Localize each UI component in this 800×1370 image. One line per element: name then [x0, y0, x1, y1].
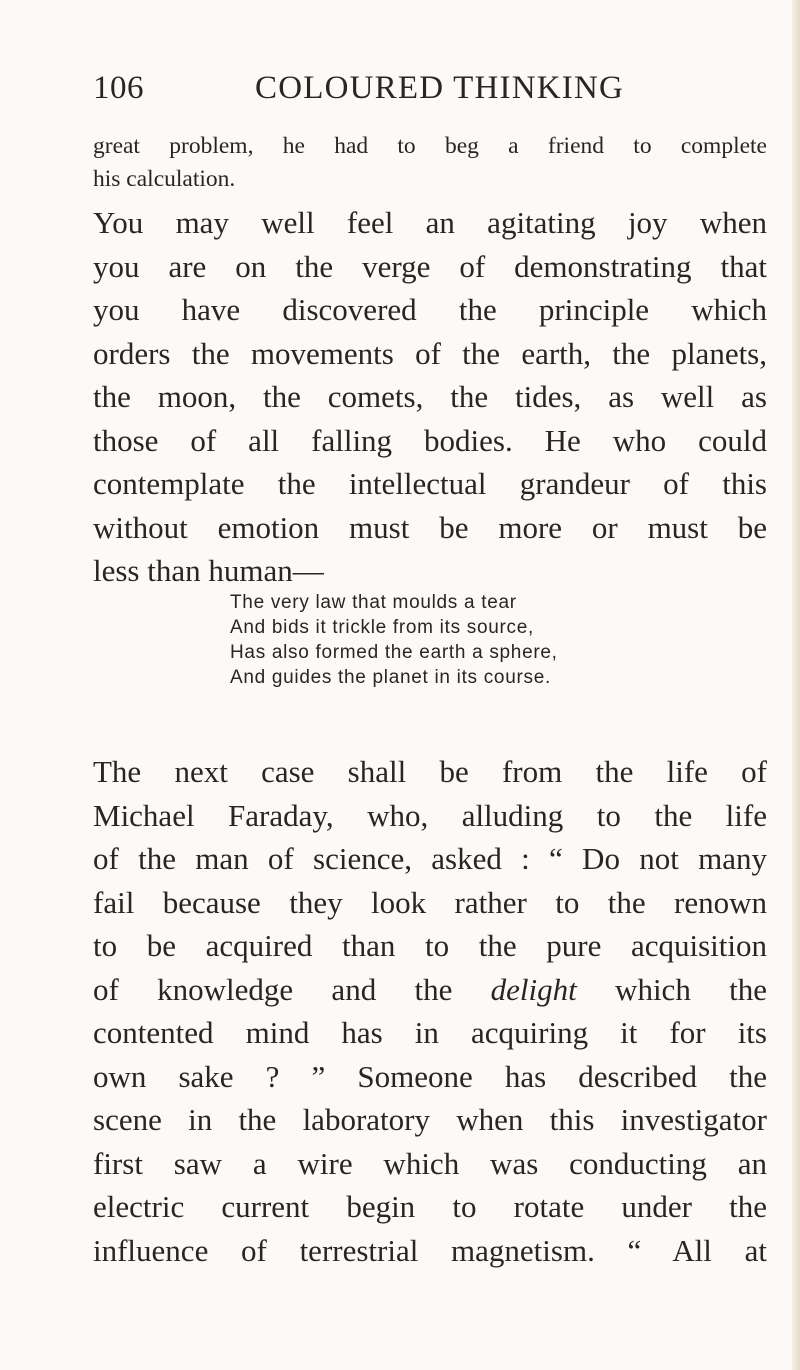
paragraph-newton	[93, 201, 767, 593]
text-line: electric current begin to rotate under the	[93, 1189, 767, 1224]
text-segment: which the	[576, 971, 767, 1007]
text-line: you are on the verge of demonstrating that	[93, 248, 767, 284]
text-line: Michael Faraday, who, alluding to the life	[93, 797, 767, 833]
text-line: own sake ? ” Someone has described the	[93, 1058, 767, 1094]
paragraph-faraday	[93, 750, 767, 1272]
text-line: less than human—	[93, 553, 324, 588]
text-line-with-emphasis	[93, 968, 767, 1012]
page-number: 106	[93, 70, 144, 106]
text-line: the moon, the comets, the tides, as well as	[93, 379, 767, 414]
text-line: contemplate the intellectual grandeur of this	[93, 466, 767, 501]
text-line: great problem, he had to beg a friend to complete	[93, 133, 767, 159]
verse-line: And bids it trickle from its source,	[230, 617, 534, 638]
verse-line: The very law that moulds a tear	[230, 592, 517, 613]
text-line: his calculation.	[93, 166, 236, 192]
running-title: COLOURED THINKING	[255, 70, 625, 106]
text-line: You may well feel an agitating joy when	[93, 205, 767, 240]
carryover-paragraph	[93, 130, 767, 196]
text-line: without emotion must be more or must be	[93, 509, 767, 545]
text-segment: of knowledge and the	[93, 971, 491, 1007]
text-line: those of all falling bodies. He who could	[93, 422, 767, 458]
text-line: orders the movements of the earth, the planets,	[93, 335, 767, 371]
verse-line: And guides the planet in its course.	[230, 667, 551, 688]
verse-line: Has also formed the earth a sphere,	[230, 642, 558, 663]
page-edge-shadow	[792, 0, 800, 1370]
text-line: you have discovered the principle which	[93, 292, 767, 327]
text-line: first saw a wire which was conducting an	[93, 1145, 767, 1181]
text-line: influence of terrestrial magnetism. “ All at	[93, 1232, 767, 1268]
emphasized-word: delight	[490, 971, 577, 1007]
text-line: The next case shall be from the life of	[93, 754, 767, 789]
text-line: contented mind has in acquiring it for its	[93, 1015, 767, 1050]
running-header	[93, 70, 773, 118]
text-line: scene in the laboratory when this investigator	[93, 1102, 767, 1137]
verse-quotation	[230, 590, 558, 690]
text-line: of the man of science, asked : “ Do not many	[93, 841, 767, 876]
text-line: fail because they look rather to the renown	[93, 884, 767, 920]
text-line: to be acquired than to the pure acquisition	[93, 928, 767, 963]
